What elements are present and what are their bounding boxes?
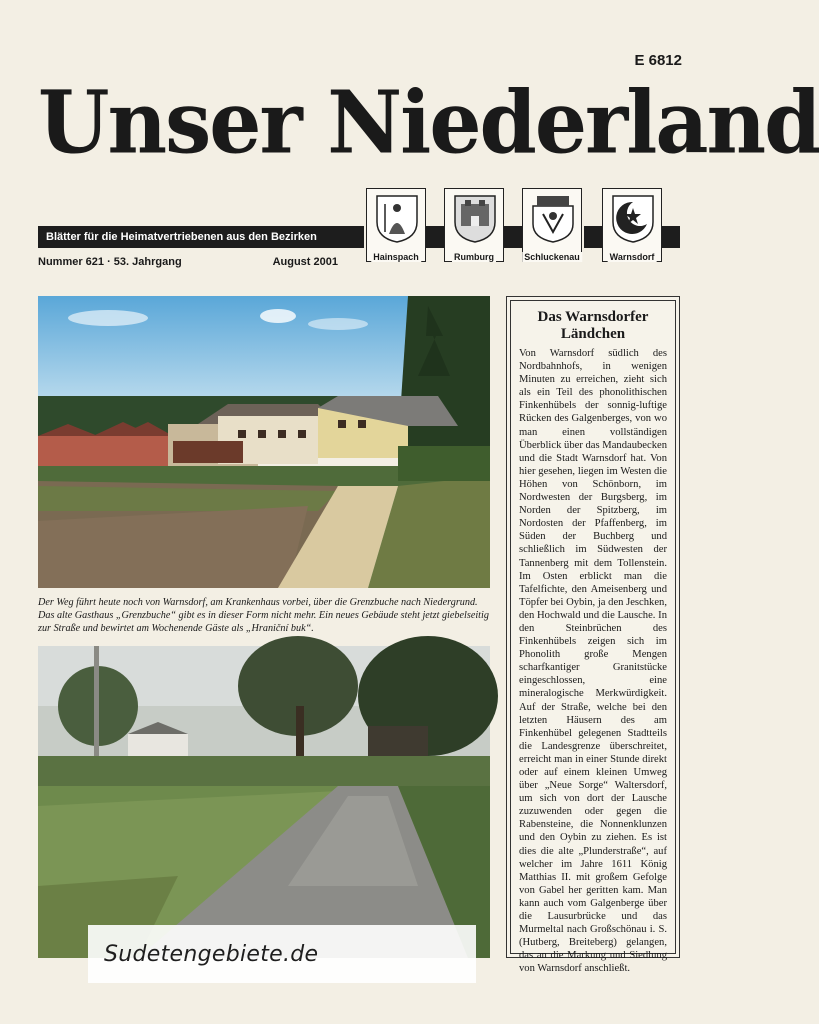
watermark-text: Sudetengebiete.de: [104, 942, 319, 967]
road-photo: [38, 646, 490, 958]
crest-label-schluckenau: Schluckenau: [524, 252, 580, 262]
issue-number: Nummer 621 · 53. Jahrgang: [38, 256, 182, 268]
village-photo: [38, 296, 490, 588]
banner-divider: [584, 226, 604, 248]
issue-date: August 2001: [272, 256, 338, 268]
sidebar-title: Das Warnsdorfer Ländchen: [537, 309, 649, 342]
warnsdorf-crest-icon: [602, 188, 662, 262]
photo-caption: Der Weg führt heute noch von Warnsdorf, am Krankenhaus vorbei, über die Grenzbuche nach Niedergrund. Das alte Gasthaus „Grenzbuche“ gibt es in dieser Form nicht mehr. Ein neues Gebäude steht jetzt giebelseitig zur Straße und bewirtet am Wochenende Gäste als „Hraniční buk“.: [38, 597, 489, 634]
banner-divider: [662, 226, 680, 248]
hainspach-crest-icon: [366, 188, 426, 262]
crest-label-rumburg: Rumburg: [454, 252, 494, 262]
sidebar-article: [506, 296, 680, 975]
edition-code: E 6812: [634, 52, 682, 69]
masthead-title: Unser Niederland: [38, 72, 819, 174]
sidebar-body: Von Warnsdorf südlich des Nordbahnhofs, in wenigen Minuten zu erreichen, zieht sich als ein Teil des phonolithischen Finkenhübels der sonnig-luftige Rücken des Galgenberges, von wo man einen vollständigen Überblick über das Mandaubecken und die Stadt Warnsdorf hat. Von hier gesehen, liegen im Westen die Höhen von Schönborn, im Nordwesten der Burgsberg, im Norden der Spitzberg, im Nordosten der Pfaffenberg, im Süden der Buchberg und schließlich im Südwesten der Tannenberg mit dem Tollenstein. Im Osten erblickt man die Tafelfichte, den Ameisenberg und Töpfer bei Oybin, ja den Jeschken, den Hochwald und die Lausche. In den Steinbrüchen des Finkenhübels zeigen sich im Phonolith große Mengen scharfkantiger Granitstücke eingeschlossen, eine mineralogische Merkwürdigkeit. Auf der Straße, welche bei den letzten Häusern des am Finkenhübel gelegenen Stadtteils die Landesgrenze überschreitet, erreicht man in einer Stunde direkt oder auf einem kleinen Umweg über „Neue Sorge“ Waltersdorf, um sich von dort der Lausche zuzuwenden oder gegen die Rabensteine, die Nonnenklunzen und den Oybin zu ziehen. Es ist dies die alte „Plunderstraße“, auf welcher im Jahre 1611 König Matthias II. mit großem Gefolge von Gabel her geritten kam. Man kann auch vom Galgenberge über die Lausurbrücke und das Murmeltal nach Großschönau i. S. (Hutberg, Breiteberg) gelangen, das an die Markung und Siedlung von Warnsdorf anschließt.: [519, 348, 667, 975]
issue-line: [38, 256, 338, 268]
crest-label-hainspach: Hainspach: [373, 252, 419, 262]
crest-label-warnsdorf: Warnsdorf: [609, 252, 655, 262]
subtitle-banner: Blätter für die Heimatvertriebenen aus den Bezirken: [38, 226, 364, 248]
banner-divider: [426, 226, 446, 248]
banner-divider: [504, 226, 524, 248]
rumburg-crest-icon: [444, 188, 504, 262]
schluckenau-crest-icon: [522, 188, 582, 262]
